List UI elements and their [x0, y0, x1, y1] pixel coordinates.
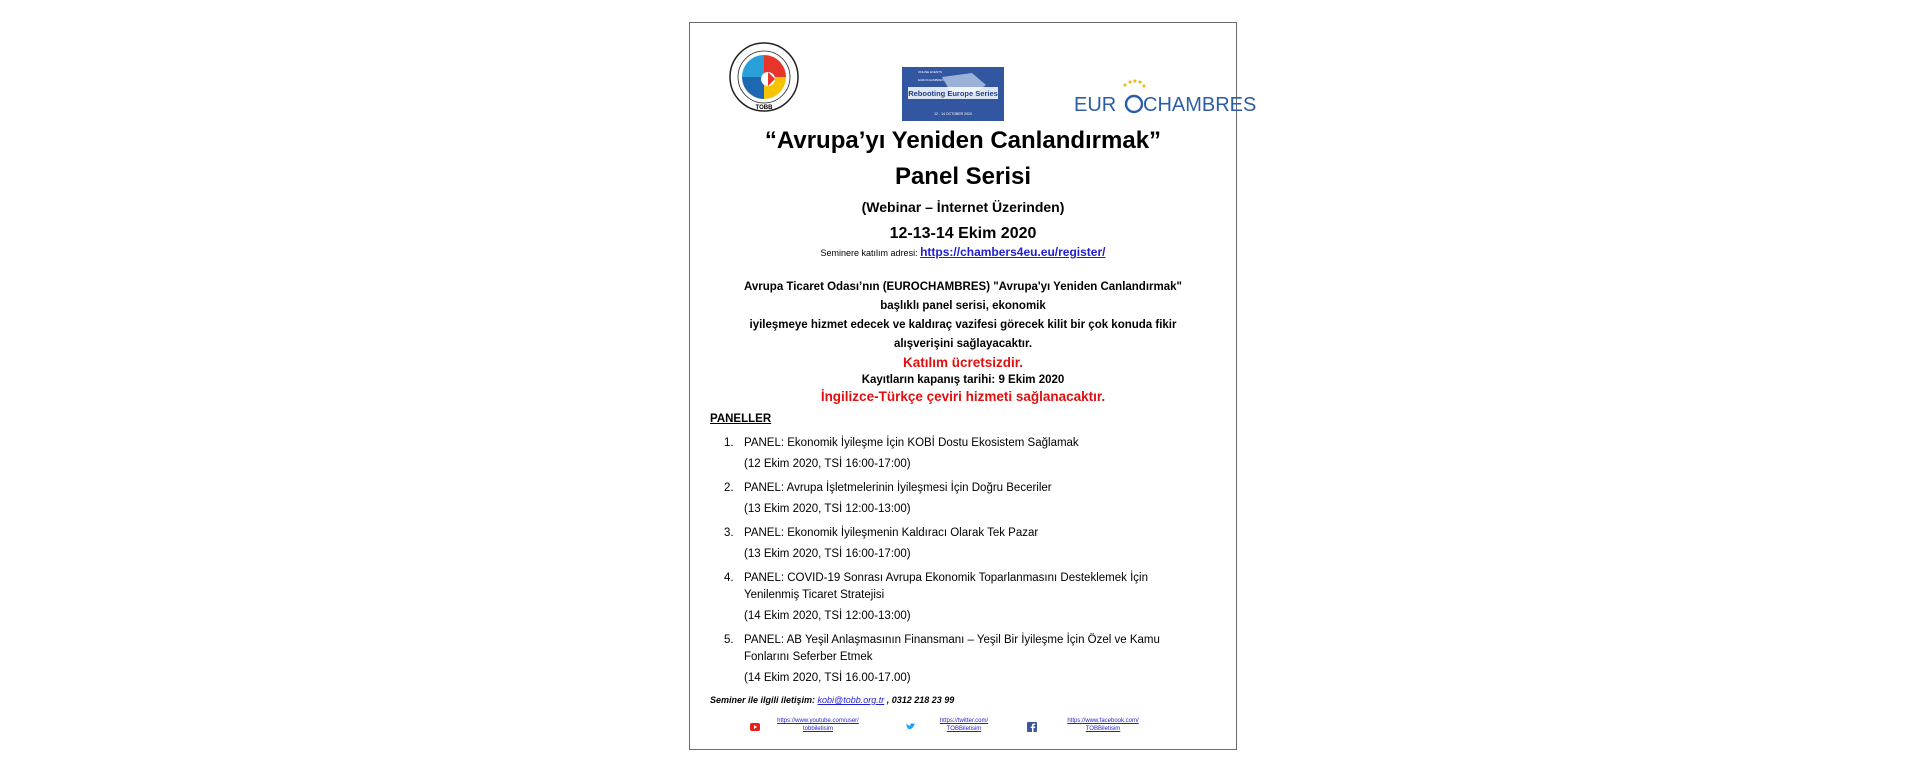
page-subtitle: Panel Serisi: [894, 163, 1032, 190]
youtube-link[interactable]: [768, 717, 868, 733]
rebooting-europe-logo: [902, 67, 1004, 121]
tobb-logo: [728, 41, 800, 113]
panel-title: PANEL: COVID-19 Sonrası Avrupa Ekonomik Toparlanmasını Desteklemek İçin: [744, 572, 1148, 584]
tobb-abbr: TOBB: [755, 105, 773, 111]
eurochambres-text-post: CHAMBRES: [1143, 94, 1257, 116]
youtube-link-line1: https://www.youtube.com/user/: [777, 718, 859, 724]
panel-time: (13 Ekim 2020, TSİ 16:00-17:00): [744, 548, 911, 560]
panel-title: PANEL: Avrupa İşletmelerinin İyileşmesi İçin Doğru Beceriler: [744, 482, 1052, 494]
contact-label: Seminer ile ilgili iletişim:: [710, 695, 818, 705]
contact-email-link[interactable]: kobi@tobb.org.tr: [817, 695, 885, 705]
panel-time: (12 Ekim 2020, TSİ 16:00-17:00): [744, 458, 911, 470]
document-page: [689, 22, 1257, 750]
intro-line: başlıklı panel serisi, ekonomik: [880, 300, 1046, 312]
logo-row: [690, 37, 1257, 137]
panel-title: PANEL: Ekonomik İyileşmenin Kaldıracı Olarak Tek Pazar: [744, 527, 1039, 539]
list-number: 4.: [724, 572, 734, 584]
contact-phone: , 0312 218 23 99: [886, 695, 955, 705]
rebooting-top: ONLINE EVENTS: [918, 70, 943, 74]
panel-time: (13 Ekim 2020, TSİ 12:00-13:00): [744, 503, 911, 515]
rebooting-date: 12 - 14 OCTOBER 2020: [934, 112, 972, 116]
intro-line: iyileşmeye hizmet edecek ve kaldıraç vazifesi görecek kilit bir çok konuda fikir: [749, 319, 1177, 331]
rebooting-title: Rebooting Europe Series: [908, 89, 998, 98]
list-number: 1.: [724, 437, 734, 449]
page-title: “Avrupa’yı Yeniden Canlandırmak”: [764, 127, 1162, 154]
register-line: [690, 245, 1236, 259]
register-label: Seminere katılım adresi:: [820, 248, 921, 258]
eurochambres-text-pre: EUR: [1074, 94, 1117, 116]
panels-heading: PANELLER: [710, 413, 772, 425]
eurochambres-logo: [1072, 67, 1257, 127]
panel-title-cont: Fonlarını Seferber Etmek: [744, 651, 873, 663]
twitter-link-line1: https://twitter.com/: [939, 718, 989, 724]
panel-title: PANEL: AB Yeşil Anlaşmasının Finansmanı – Yeşil Bir İyileşme İçin Özel ve Kamu: [744, 634, 1160, 646]
panel-time: (14 Ekim 2020, TSİ 16.00-17.00): [744, 672, 911, 684]
twitter-link[interactable]: [922, 717, 1006, 733]
facebook-link-line1: https://www.facebook.com/: [1067, 718, 1139, 724]
deadline-notice: Kayıtların kapanış tarihi: 9 Ekim 2020: [861, 374, 1065, 386]
youtube-icon: [750, 723, 760, 731]
rebooting-brand: EUROCHAMBRES: [918, 78, 944, 82]
list-number: 5.: [724, 634, 734, 646]
panel-title: PANEL: Ekonomik İyileşme İçin KOBİ Dostu Ekosistem Sağlamak: [744, 437, 1079, 449]
translation-notice: İngilizce-Türkçe çeviri hizmeti sağlanacaktır.: [820, 389, 1106, 404]
facebook-link-line2: TOBBiletisim: [1085, 726, 1121, 732]
list-number: 2.: [724, 482, 734, 494]
intro-line: alışverişini sağlayacaktır.: [893, 338, 1033, 350]
contact-line: [710, 695, 954, 705]
list-number: 3.: [724, 527, 734, 539]
panel-time: (14 Ekim 2020, TSİ 12:00-13:00): [744, 610, 911, 622]
list-item: [724, 570, 1194, 604]
twitter-link-line2: TOBBiletisim: [946, 726, 982, 732]
free-notice: Katılım ücretsizdir.: [902, 355, 1024, 370]
list-item: [724, 632, 1194, 666]
intro-paragraph: [690, 278, 1236, 354]
event-dates: 12-13-14 Ekim 2020: [889, 225, 1037, 242]
facebook-link[interactable]: [1048, 717, 1158, 733]
intro-line: Avrupa Ticaret Odası’nın (EUROCHAMBRES) "Avrupa'yı Yeniden Canlandırmak": [744, 281, 1182, 293]
twitter-icon: [906, 723, 916, 731]
panel-title-cont: Yenilenmiş Ticaret Stratejisi: [744, 589, 885, 601]
register-link[interactable]: https://chambers4eu.eu/register/: [920, 245, 1106, 259]
youtube-link-line2: tobbiletisim: [802, 726, 833, 732]
event-mode: (Webinar – İnternet Üzerinden): [861, 199, 1065, 215]
facebook-icon: [1027, 722, 1037, 732]
